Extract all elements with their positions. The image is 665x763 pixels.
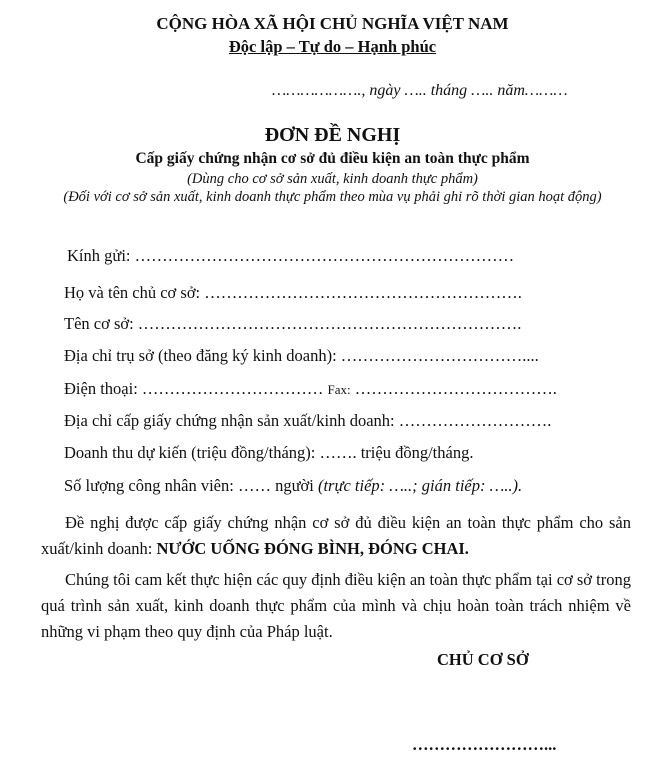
fax-dots: ………………………………. — [354, 379, 557, 398]
employee-breakdown: (trực tiếp: …..; gián tiếp: …..). — [317, 476, 523, 495]
signature-line: ……………………... — [412, 735, 557, 754]
field-kinh-gui: Kính gửi: …………………………………………………………… — [67, 246, 515, 265]
date-line: ………………., ngày ….. tháng ….. năm……… — [272, 82, 568, 99]
field-employee-count — [64, 476, 522, 496]
request-text: Đề nghị được cấp giấy chứng nhận cơ sở đủ điều kiện an toàn thực phẩm cho sản xuất/kinh doanh: — [41, 513, 631, 558]
seasonal-note: (Đối với cơ sở sản xuất, kinh doanh thực phẩm theo mùa vụ phải ghi rõ thời gian hoạt động) — [63, 189, 602, 205]
request-paragraph — [41, 510, 631, 562]
field-head-office-address: Địa chỉ trụ sở (theo đăng ký kinh doanh): …………………………….... — [64, 346, 539, 365]
country-heading: CỘNG HÒA XÃ HỘI CHỦ NGHĨA VIỆT NAM — [156, 14, 509, 33]
field-phone — [64, 379, 557, 399]
commitment-text: Chúng tôi cam kết thực hiện các quy định điều kiện an toàn thực phẩm tại cơ sở trong quá trình sản xuất, kinh doanh thực phẩm của mình và chịu hoàn toàn trách nhiệm về những vi phạm theo quy định của Pháp luật. — [41, 570, 631, 641]
employee-count-text: Số lượng công nhân viên: …… người — [64, 476, 318, 495]
usage-note: (Dùng cho cơ sở sản xuất, kinh doanh thực phẩm) — [187, 171, 478, 187]
field-facility-name: Tên cơ sở: ……………………………………………………………. — [64, 314, 522, 333]
motto-heading: Độc lập – Tự do – Hạnh phúc — [228, 37, 437, 56]
document-subtitle: Cấp giấy chứng nhận cơ sở đủ điều kiện an toàn thực phẩm — [135, 150, 530, 167]
field-expected-revenue: Doanh thu dự kiến (triệu đồng/tháng): ……. triệu đồng/tháng. — [64, 443, 474, 462]
document-title: ĐƠN ĐỀ NGHỊ — [264, 124, 401, 146]
commitment-paragraph — [41, 567, 631, 645]
signature-label: CHỦ CƠ SỞ — [437, 650, 529, 669]
phone-label: Điện thoại: …………………………… — [64, 379, 324, 398]
field-certificate-address: Địa chỉ cấp giấy chứng nhận sản xuất/kinh doanh: ………………………. — [64, 411, 552, 430]
field-owner-name: Họ và tên chủ cơ sở: …………………………………………………. — [64, 283, 522, 302]
fax-label: Fax: — [327, 382, 351, 397]
request-product: NƯỚC UỐNG ĐÓNG BÌNH, ĐÓNG CHAI. — [156, 539, 469, 558]
